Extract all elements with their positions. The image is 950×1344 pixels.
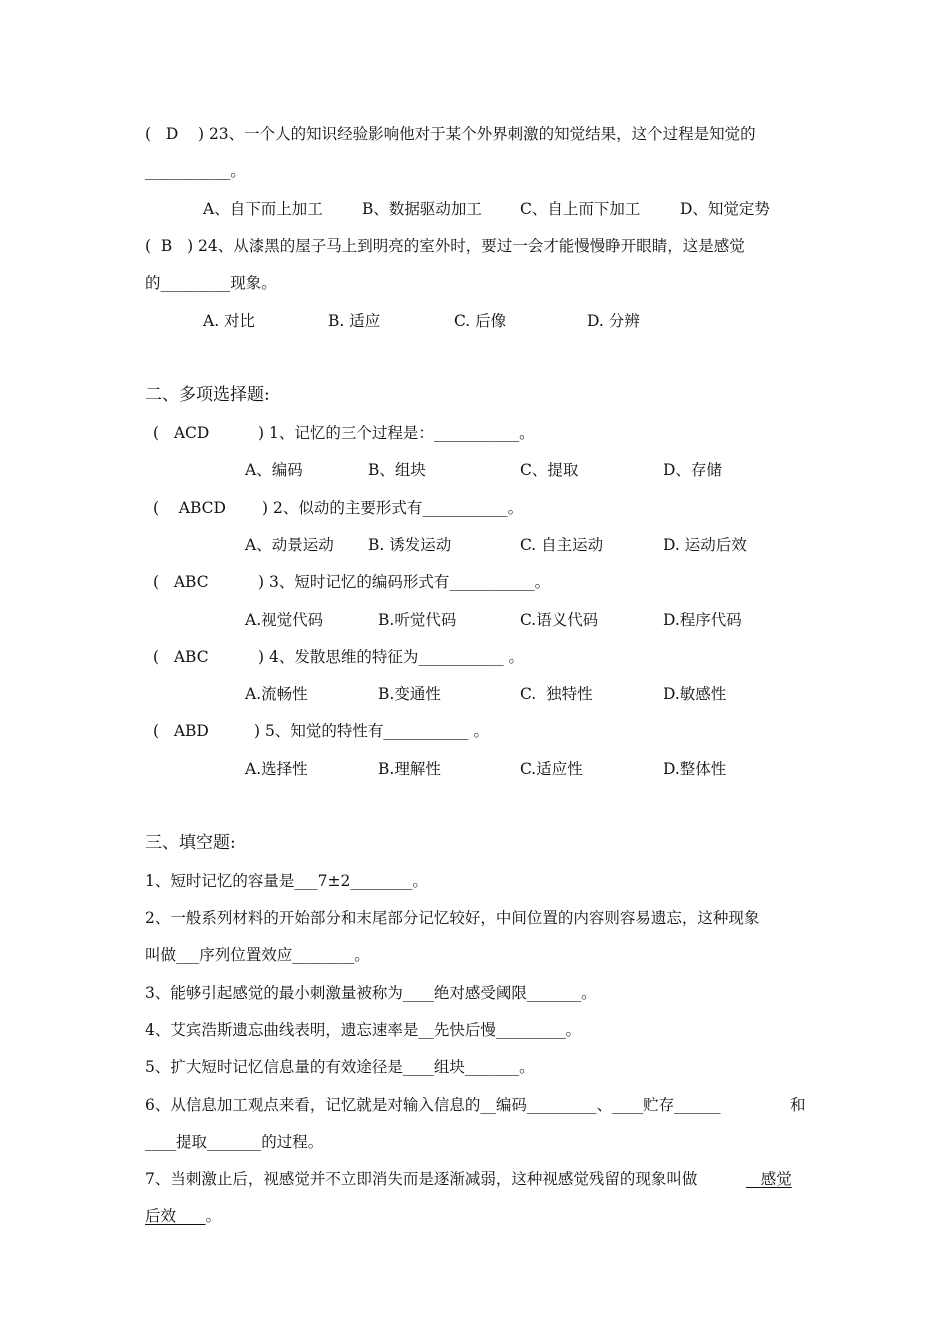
option: C. 后像 [454, 312, 507, 330]
fill-blank-answer: 后效 [145, 1207, 206, 1225]
option: B. 诱发运动 [368, 536, 452, 554]
option: B、组块 [368, 461, 426, 479]
answer-marker: ( ABCD [153, 499, 226, 517]
option: A、自下而上加工 [203, 200, 323, 218]
option: B.听觉代码 [378, 611, 457, 629]
option: D.敏感性 [663, 685, 727, 703]
question-text: ) 4、发散思维的特征为___________ 。 [258, 648, 525, 666]
question-text: ) 2、似动的主要形式有___________。 [262, 499, 524, 517]
option: A.选择性 [245, 760, 308, 778]
option: C、自上而下加工 [520, 200, 641, 218]
fill-blank-line: 3、能够引起感觉的最小刺激量被称为____绝对感受阈限_______。 [145, 984, 597, 1002]
option: A. 对比 [203, 312, 256, 330]
answer-marker: ( ACD [153, 424, 210, 442]
question-text: ) 1、记忆的三个过程是：___________。 [258, 424, 535, 442]
section-heading-fill-blank: 三、填空题: [145, 833, 236, 853]
option: D. 运动后效 [663, 536, 747, 554]
option: C.语义代码 [520, 611, 599, 629]
option: C、提取 [520, 461, 579, 479]
question-24: ( B ) 24、从漆黑的屋子马上到明亮的室外时，要过一会才能慢慢睁开眼睛，这是感觉 [145, 237, 745, 255]
option: C.适应性 [520, 760, 583, 778]
option: B、数据驱动加工 [362, 200, 482, 218]
question-text: ) 5、知觉的特性有___________ 。 [254, 722, 490, 740]
option: D、知觉定势 [680, 200, 770, 218]
fill-blank-end: 。 [205, 1207, 222, 1225]
fill-blank-word: 和 [790, 1096, 806, 1114]
answer-marker: ( ABC [153, 573, 209, 591]
option: A.视觉代码 [245, 611, 324, 629]
option: A.流畅性 [245, 685, 308, 703]
fill-blank-line: 4、艾宾浩斯遗忘曲线表明，遗忘速率是__先快后慢_________。 [145, 1021, 582, 1039]
option: B. 适应 [328, 312, 381, 330]
option: A、编码 [245, 461, 303, 479]
option: D、存储 [663, 461, 722, 479]
question-23: ( D ) 23、一个人的知识经验影响他对于某个外界刺激的知觉结果，这个过程是知觉的 [145, 125, 756, 143]
fill-blank-line: 7、当刺激止后，视感觉并不立即消失而是逐渐减弱，这种视感觉残留的现象叫做 [145, 1170, 698, 1188]
question-24-continuation: 的_________现象。 [145, 274, 277, 292]
answer-marker: ( ABC [153, 648, 209, 666]
option: D.整体性 [663, 760, 727, 778]
option: C. 自主运动 [520, 536, 604, 554]
fill-blank-answer: 感觉 [746, 1170, 792, 1188]
option: B.理解性 [378, 760, 441, 778]
fill-blank-line: 6、从信息加工观点来看，记忆就是对输入信息的__编码_________、____贮存______ [145, 1096, 721, 1114]
fill-blank-line: 1、短时记忆的容量是___7±2________。 [145, 872, 428, 890]
fill-blank-line: 叫做___序列位置效应________。 [145, 946, 370, 964]
option: A、动景运动 [245, 536, 334, 554]
question-23-continuation: ___________。 [145, 162, 246, 180]
fill-blank-line: 5、扩大短时记忆信息量的有效途径是____组块_______。 [145, 1058, 535, 1076]
fill-blank-line [145, 1206, 221, 1226]
fill-blank-line: 2、一般系列材料的开始部分和末尾部分记忆较好，中间位置的内容则容易遗忘，这种现象 [145, 909, 760, 927]
option: D. 分辨 [587, 312, 640, 330]
option: C. 独特性 [520, 685, 593, 703]
question-text: ) 3、短时记忆的编码形式有___________。 [258, 573, 551, 591]
option: B.变通性 [378, 685, 441, 703]
answer-marker: ( ABD [153, 722, 209, 740]
fill-blank-line: ____提取_______的过程。 [145, 1133, 324, 1151]
option: D.程序代码 [663, 611, 742, 629]
section-heading-multiple-choice: 二、多项选择题: [145, 385, 270, 405]
